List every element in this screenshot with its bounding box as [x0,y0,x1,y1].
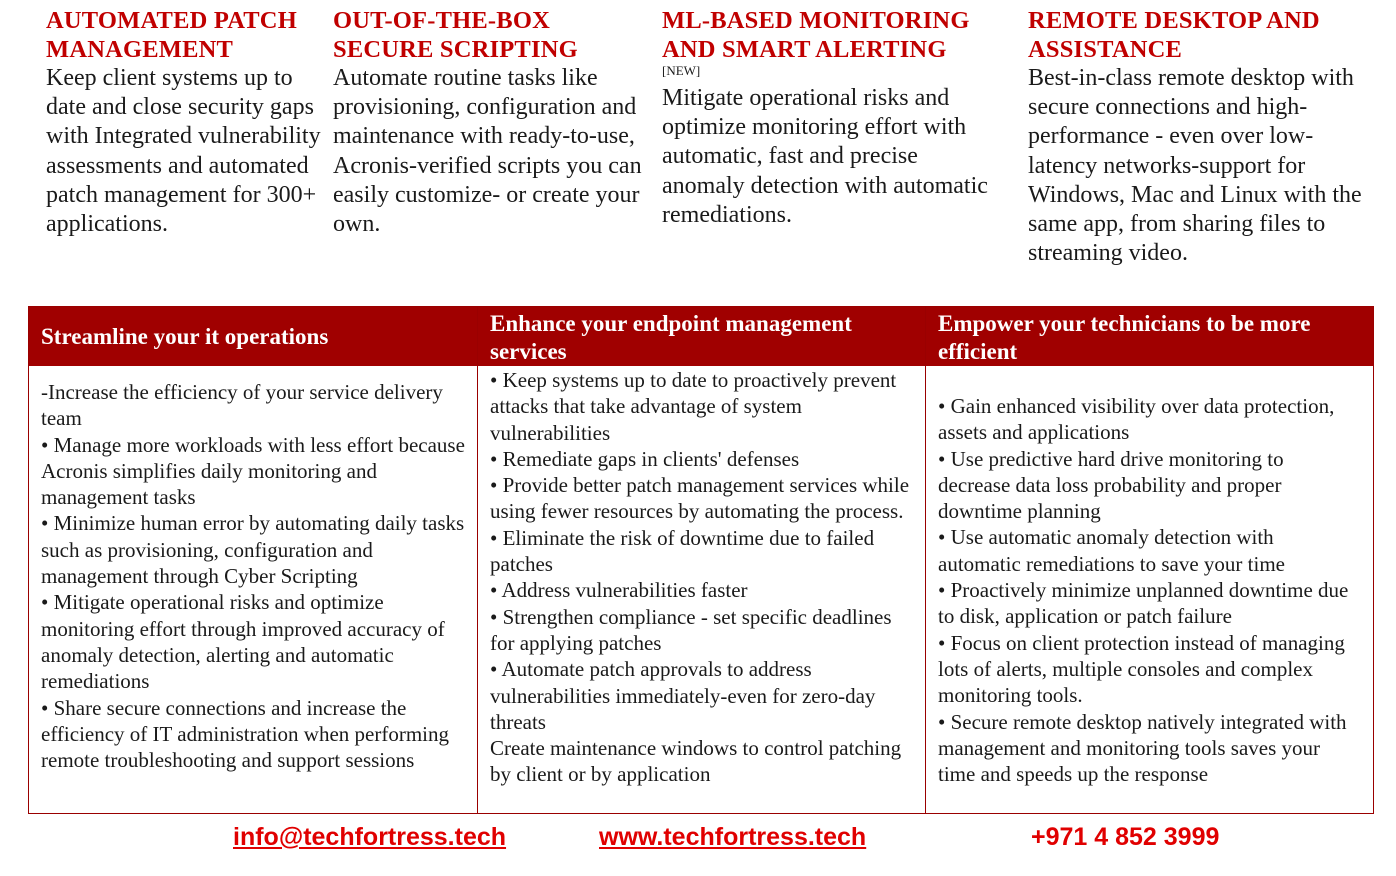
feature-title: AUTOMATED PATCH MANAGEMENT [46,7,297,63]
column-body [478,366,925,788]
list-item: • Use predictive hard drive monitoring to decrease data loss probability and proper downtime planning [938,446,1284,524]
new-badge: [NEW] [662,63,701,78]
column-header: Enhance your endpoint management services [478,307,925,366]
list-item: Create maintenance windows to control patching by client or by application [490,736,902,787]
phone-number: +971 4 852 3999 [1031,823,1220,851]
list-item: • Strengthen compliance - set specific deadlines for applying patches [490,604,892,655]
feature-title: REMOTE DESKTOP AND ASSISTANCE [1028,7,1320,63]
feature-title: OUT-OF-THE-BOX SECURE SCRIPTING [333,7,578,63]
email-link[interactable]: info@techfortress.tech [233,823,507,851]
feature-remote-desktop [1028,6,1378,268]
list-item: • Mitigate operational risks and optimize monitoring effort through improved accuracy of anomaly detection, alerting and automatic remediations [41,590,445,694]
column-endpoint [478,307,926,813]
list-item: • Manage more workloads with less effort because Acronis simplifies daily monitoring and management tasks [41,432,465,510]
feature-description: Keep client systems up to date and close security gaps with Integrated vulnerability assessments and automated patch management for 300+ applications. [46,65,321,238]
column-technicians [926,307,1373,813]
list-item: • Automate patch approvals to address vulnerabilities immediately-even for zero-day threats [490,657,876,734]
list-item: • Minimize human error by automating daily tasks such as provisioning, configuration and management through Cyber Scripting [41,511,465,589]
column-header: Empower your technicians to be more efficient [926,307,1373,366]
list-item: • Keep systems up to date to proactively prevent attacks that take advantage of system vulnerabilities [490,368,897,445]
column-header: Streamline your it operations [29,307,477,366]
list-item: • Provide better patch management services while using fewer resources by automating the process. [490,473,910,524]
feature-description: Automate routine tasks like provisioning, configuration and maintenance with ready-to-use, Acronis-verified scripts you can easily customize- or create your own. [333,65,642,238]
feature-ml-monitoring [662,6,1002,230]
list-item: • Remediate gaps in clients' defenses [490,446,800,471]
list-item: • Eliminate the risk of downtime due to failed patches [490,525,875,577]
list-item: • Gain enhanced visibility over data protection, assets and applications [938,394,1335,445]
list-item: • Address vulnerabilities faster [490,578,748,603]
feature-description: Mitigate operational risks and optimize monitoring effort with automatic, fast and precise anomaly detection with automatic remediations. [662,85,988,228]
column-body [926,366,1373,787]
list-item: -Increase the efficiency of your service delivery team [41,380,443,431]
feature-title: ML-BASED MONITORING AND SMART ALERTING [662,7,970,63]
feature-patch-management [46,6,321,239]
column-streamline [29,307,478,813]
list-item: • Use automatic anomaly detection with automatic remediations to save your time [938,525,1285,576]
list-item: • Proactively minimize unplanned downtime due to disk, application or patch failure [938,578,1349,629]
website-link[interactable]: www.techfortress.tech [599,823,867,851]
list-item: • Share secure connections and increase the efficiency of IT administration when performing remote troubleshooting and support sessions [41,695,450,773]
feature-secure-scripting [333,6,643,239]
benefits-table [28,306,1374,814]
column-body [29,366,477,773]
feature-description: Best-in-class remote desktop with secure connections and high-performance - even over low-latency networks-support for Windows, Mac and Linux with the same app, from sharing files to streaming video. [1028,65,1362,267]
list-item: • Focus on client protection instead of managing lots of alerts, multiple consoles and complex monitoring tools. [938,630,1345,708]
list-item: • Secure remote desktop natively integrated with management and monitoring tools saves your time and speeds up the response [938,709,1347,787]
